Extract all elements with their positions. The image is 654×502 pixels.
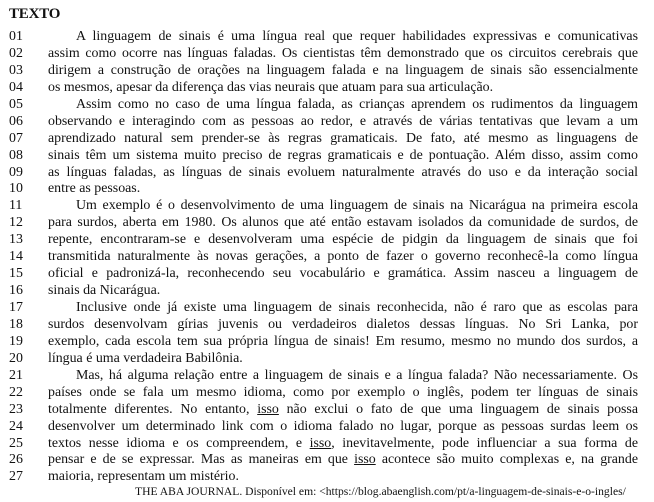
line-number: 10 <box>9 181 23 197</box>
text-line <box>0 114 654 131</box>
text-line <box>0 215 654 232</box>
line-text: Mas, há alguma relação entre a linguagem de sinais e a língua falada? Não necessariamente. Os <box>76 367 638 383</box>
line-text: surdos desenvolvam gírias juvenis ou verdadeiros dialetos dessas línguas. No Sri Lanka, por <box>48 316 638 332</box>
text-line <box>0 46 654 63</box>
text-line <box>0 232 654 249</box>
text-line <box>0 419 654 436</box>
line-number: 22 <box>9 384 23 400</box>
text-line <box>0 351 654 368</box>
line-text: dirigem a construção de orações na linguagem falada e na linguagem de sinais são essencialmente <box>48 62 638 78</box>
line-text: maioria, representam um mistério. <box>48 469 239 485</box>
line-number: 27 <box>9 469 23 485</box>
line-text <box>48 452 638 469</box>
text-line <box>0 131 654 148</box>
line-text: A linguagem de sinais é uma língua real que requer habilidades expressivas e comunicativas <box>76 29 638 44</box>
line-text: entre as pessoas. <box>48 181 141 197</box>
line-number: 14 <box>9 249 23 265</box>
line-text-post: acontece são muito complexas e, na grande <box>375 452 638 468</box>
line-number: 06 <box>9 113 23 129</box>
line-number: 24 <box>9 418 23 434</box>
line-number: 01 <box>9 29 23 44</box>
line-text: desenvolver um determinado link com o idioma falado no lugar, porque as pessoas surdas leem os <box>48 418 638 434</box>
underlined-word-isso: isso <box>354 452 376 468</box>
underlined-word-isso: isso <box>257 401 279 417</box>
line-number: 09 <box>9 164 23 180</box>
line-text: exemplo, cada escola tem sua própria língua de sinais! Em resumo, mesmo no mundo dos surdos, a <box>48 333 638 349</box>
text-line <box>0 165 654 182</box>
text-line <box>0 317 654 334</box>
line-number: 12 <box>9 215 23 231</box>
numbered-text-body <box>0 29 654 486</box>
line-number: 08 <box>9 147 23 163</box>
line-number: 23 <box>9 401 23 417</box>
line-text: Inclusive onde já existe uma linguagem de sinais reconhecida, não é raro que as escolas para <box>76 300 638 315</box>
text-line <box>0 385 654 402</box>
line-number: 04 <box>9 79 23 95</box>
line-number: 16 <box>9 283 23 299</box>
line-text: observando e interagindo com as pessoas ao redor, e através de várias tentativas que levam a um <box>48 113 638 129</box>
line-text: língua é uma verdadeira Babilônia. <box>48 350 243 366</box>
line-text-pre: pensar e de se expressar. Mas as maneiras em que <box>48 452 355 468</box>
line-number: 25 <box>9 435 23 451</box>
text-line <box>0 249 654 266</box>
text-line <box>0 181 654 198</box>
line-number: 05 <box>9 96 23 112</box>
line-text: para surdos, aberta em 1980. Os alunos que até então estavam isolados da comunidade de surdos, de <box>48 215 638 231</box>
line-text: assim como ocorre nas línguas faladas. Os cientistas têm demonstrado que os circuitos cerebrais que <box>48 45 638 61</box>
line-text-post: , inevitavelmente, pode influenciar a sua forma de <box>331 435 638 451</box>
line-text-post: não exclui o fato de que uma linguagem de sinais possa <box>278 401 638 417</box>
line-number: 21 <box>9 367 23 383</box>
text-line <box>0 436 654 453</box>
line-text: países onde se fala um mesmo idioma, como por exemplo o inglês, podem ter línguas de sinais <box>48 384 638 400</box>
line-number: 03 <box>9 62 23 78</box>
line-text: aprendizado natural sem prender-se às regras gramaticais. De fato, até mesmo as linguagens de <box>48 130 638 146</box>
line-text: repente, encontraram-se e desenvolveram uma espécie de pidgin da linguagem de sinais que foi <box>48 232 638 248</box>
document-title: TEXTO <box>9 6 61 22</box>
text-line <box>0 300 654 317</box>
source-citation: THE ABA JOURNAL. Disponível em: <https://blog.abaenglish.com/pt/a-linguagem-de-sinais-e-o-ingles/ <box>135 485 626 498</box>
text-line <box>0 29 654 46</box>
line-number: 15 <box>9 266 23 282</box>
text-line <box>0 97 654 114</box>
line-text: oficial e padronizá-la, reconhecendo seu vocabulário e gramática. Assim nasceu a linguagem de <box>48 266 638 282</box>
text-line <box>0 402 654 419</box>
line-text: sinais têm um sistema muito preciso de regras gramaticais e de pontuação. Além disso, assim como <box>48 147 638 163</box>
line-number: 18 <box>9 316 23 332</box>
line-number: 20 <box>9 350 23 366</box>
text-line <box>0 368 654 385</box>
line-text: Um exemplo é o desenvolvimento de uma linguagem de sinais na Nicarágua na primeira escola <box>76 198 638 214</box>
line-number: 11 <box>9 198 23 214</box>
text-line <box>0 148 654 165</box>
text-line <box>0 469 654 486</box>
line-text <box>48 436 638 453</box>
line-text <box>48 402 638 419</box>
text-line <box>0 334 654 351</box>
line-text-pre: textos nesse idioma e os compreendem, e <box>48 435 310 451</box>
line-text: os mesmos, apesar da diferença das vias neurais que atuam para sua articulação. <box>48 79 494 95</box>
text-line <box>0 452 654 469</box>
line-number: 17 <box>9 300 23 315</box>
text-line <box>0 63 654 80</box>
line-text-pre: totalmente diferentes. No entanto, <box>48 401 258 417</box>
text-line <box>0 266 654 283</box>
line-number: 13 <box>9 232 23 248</box>
line-number: 02 <box>9 45 23 61</box>
line-text: transmitida naturalmente às novas gerações, a ponto de fazer o governo reconhecê-la como língua <box>48 249 638 265</box>
text-line <box>0 198 654 215</box>
line-text: Assim como no caso de uma língua falada, as crianças aprendem os rudimentos da linguagem <box>76 96 638 112</box>
text-line <box>0 80 654 97</box>
line-number: 07 <box>9 130 23 146</box>
line-number: 26 <box>9 452 23 468</box>
text-line <box>0 283 654 300</box>
underlined-word-isso: isso <box>309 435 332 451</box>
line-text: as línguas faladas, as línguas de sinais evoluem naturalmente através do uso e da interação social <box>48 164 638 180</box>
line-text: sinais da Nicarágua. <box>48 283 161 299</box>
line-number: 19 <box>9 333 23 349</box>
